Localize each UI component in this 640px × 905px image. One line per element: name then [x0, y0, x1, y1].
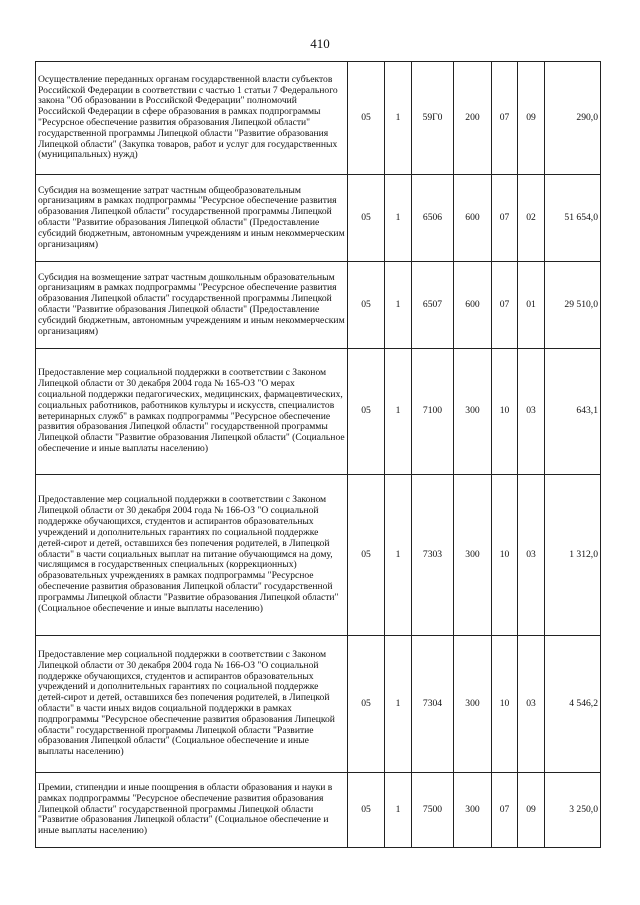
subprogram-code: 1 [385, 262, 412, 349]
row-description: Субсидия на возмещение затрат частным общеобразовательным организациям в рамках подпрограммы "Ресурсное обеспечение развития образования Липецкой области" государственной программы Липецкой области "Развитие образования Липецкой области" (Предоставление субсидий бюджетным, автономным учреждениям и иным некоммерческим организациям) [36, 175, 348, 262]
subprogram-code: 1 [385, 475, 412, 636]
section-code: 07 [492, 262, 518, 349]
table-row [36, 262, 601, 349]
subsection-code: 01 [518, 262, 545, 349]
budget-table [35, 61, 601, 848]
amount: 29 510,0 [545, 262, 601, 349]
table-row [36, 773, 601, 848]
subsection-code: 03 [518, 636, 545, 773]
expense-type-code: 300 [454, 475, 492, 636]
direction-code: 6506 [412, 175, 454, 262]
subprogram-code: 1 [385, 62, 412, 175]
table-row [36, 475, 601, 636]
expense-type-code: 600 [454, 262, 492, 349]
section-code: 07 [492, 175, 518, 262]
amount: 1 312,0 [545, 475, 601, 636]
subsection-code: 02 [518, 175, 545, 262]
table-row [36, 175, 601, 262]
subprogram-code: 1 [385, 349, 412, 475]
direction-code: 7500 [412, 773, 454, 848]
amount: 643,1 [545, 349, 601, 475]
table-row [36, 62, 601, 175]
row-description: Субсидия на возмещение затрат частным дошкольным образовательным организациям в рамках подпрограммы "Ресурсное обеспечение развития образования Липецкой области" государственной программы Липецкой области "Развитие образования Липецкой области" (Предоставление субсидий бюджетным, автономным учреждениям и иным некоммерческим организациям) [36, 262, 348, 349]
section-code: 07 [492, 773, 518, 848]
expense-type-code: 600 [454, 175, 492, 262]
row-description: Предоставление мер социальной поддержки в соответствии с Законом Липецкой области от 30 декабря 2004 года № 166-ОЗ "О социальной поддержке обучающихся, студентов и аспирантов образовательных учреждений и дополнительных гарантиях по социальной поддержке детей-сирот и детей, оставшихся без попечения родителей, в Липецкой области" в части социальных выплат на питание обучающимся на дому, числящимся в государственных специальных (коррекционных) образовательных учреждениях в рамках подпрограммы "Ресурсное обеспечение развития образования Липецкой области" государственной программы Липецкой области "Развитие образования Липецкой области" (Социальное обеспечение и иные выплаты населению) [36, 475, 348, 636]
direction-code: 6507 [412, 262, 454, 349]
program-code: 05 [348, 62, 385, 175]
table-row [36, 349, 601, 475]
program-code: 05 [348, 636, 385, 773]
amount: 51 654,0 [545, 175, 601, 262]
subprogram-code: 1 [385, 175, 412, 262]
amount: 3 250,0 [545, 773, 601, 848]
subsection-code: 03 [518, 475, 545, 636]
program-code: 05 [348, 475, 385, 636]
table-row [36, 636, 601, 773]
subsection-code: 09 [518, 62, 545, 175]
program-code: 05 [348, 773, 385, 848]
direction-code: 7100 [412, 349, 454, 475]
direction-code: 7304 [412, 636, 454, 773]
program-code: 05 [348, 349, 385, 475]
expense-type-code: 300 [454, 773, 492, 848]
subprogram-code: 1 [385, 636, 412, 773]
section-code: 10 [492, 349, 518, 475]
program-code: 05 [348, 175, 385, 262]
section-code: 07 [492, 62, 518, 175]
row-description: Осуществление переданных органам государственной власти субъектов Российской Федерации в соответствии с частью 1 статьи 7 Федерального закона "Об образовании в Российской Федерации" полномочий Российской Федерации в сфере образования в рамках подпрограммы "Ресурсное обеспечение развития образования Липецкой области" государственной программы Липецкой области "Развитие образования Липецкой области" (Закупка товаров, работ и услуг для государственных (муниципальных) нужд) [36, 62, 348, 175]
row-description: Премии, стипендии и иные поощрения в области образования и науки в рамках подпрограммы "Ресурсное обеспечение развития образования Липецкой области" государственной программы Липецкой области "Развитие образования Липецкой области" (Социальное обеспечение и иные выплаты населению) [36, 773, 348, 848]
row-description: Предоставление мер социальной поддержки в соответствии с Законом Липецкой области от 30 декабря 2004 года № 165-ОЗ "О мерах социальной поддержки педагогических, медицинских, фармацевтических, социальных работников, работников культуры и искусств, специалистов ветеринарных служб" в рамках подпрограммы "Ресурсное обеспечение развития образования Липецкой области" государственной программы Липецкой области "Развитие образования Липецкой области" (Социальное обеспечение и иные выплаты населению) [36, 349, 348, 475]
page-number: 410 [310, 36, 330, 51]
section-code: 10 [492, 475, 518, 636]
amount: 4 546,2 [545, 636, 601, 773]
section-code: 10 [492, 636, 518, 773]
amount: 290,0 [545, 62, 601, 175]
subsection-code: 09 [518, 773, 545, 848]
direction-code: 59Г0 [412, 62, 454, 175]
expense-type-code: 300 [454, 636, 492, 773]
direction-code: 7303 [412, 475, 454, 636]
row-description: Предоставление мер социальной поддержки в соответствии с Законом Липецкой области от 30 декабря 2004 года № 166-ОЗ "О социальной поддержке обучающихся, студентов и аспирантов образовательных учреждений и дополнительных гарантиях по социальной поддержке детей-сирот и детей, оставшихся без попечения родителей, в Липецкой области" в части иных видов социальной поддержки в рамках подпрограммы "Ресурсное обеспечение развития образования Липецкой области" государственной программы Липецкой области "Развитие образования Липецкой области" (Социальное обеспечение и иные выплаты населению) [36, 636, 348, 773]
program-code: 05 [348, 262, 385, 349]
subprogram-code: 1 [385, 773, 412, 848]
expense-type-code: 300 [454, 349, 492, 475]
subsection-code: 03 [518, 349, 545, 475]
expense-type-code: 200 [454, 62, 492, 175]
